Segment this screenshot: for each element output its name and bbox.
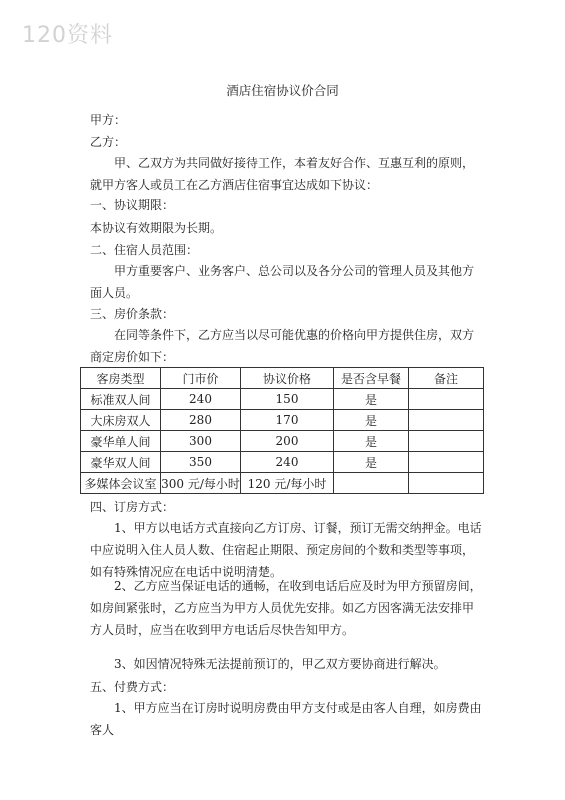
section-4-paragraph-3: 3、如因情况特殊无法提前预订的，甲乙双方要协商进行解决。 bbox=[114, 657, 446, 671]
cell-rack-rate: 350 bbox=[161, 452, 241, 473]
document-title: 酒店住宿协议价合同 bbox=[226, 83, 339, 98]
cell-remarks bbox=[409, 452, 484, 473]
cell-breakfast: 是 bbox=[334, 389, 409, 410]
intro-paragraph: 甲、乙双方为共同做好接待工作，本着友好合作、互惠互利的原则，就甲方客人或员工在乙方酒店住宿事宜达成如下协议： bbox=[90, 156, 475, 192]
party-b-label: 乙方： bbox=[90, 135, 127, 149]
section-3-text: 在同等条件下，乙方应当以尽可能优惠的价格向甲方提供住房，双方商定房价如下： bbox=[90, 328, 475, 364]
cell-agreed-rate: 150 bbox=[241, 389, 334, 410]
header-room-type: 客房类型 bbox=[81, 368, 161, 389]
section-5-heading: 五、付费方式： bbox=[90, 680, 175, 694]
section-2-text: 甲方重要客户、业务客户、总公司以及各分公司的管理人员及其他方面人员。 bbox=[90, 264, 475, 300]
watermark-logo: 120资料 bbox=[22, 23, 113, 48]
header-remarks: 备注 bbox=[409, 368, 484, 389]
table-row bbox=[81, 389, 484, 410]
section-3-heading: 三、房价条款： bbox=[90, 307, 175, 321]
cell-room-type: 豪华双人间 bbox=[81, 452, 161, 473]
cell-breakfast bbox=[334, 473, 409, 494]
section-4-paragraph-2: 2、乙方应当保证电话的通畅，在收到电话后应及时为甲方预留房间，如房间紧张时，乙方应当为甲方人员优先安排。如乙方因客满无法安排甲方人员时，应当在收到甲方电话后尽快告知甲方。 bbox=[90, 579, 482, 637]
cell-breakfast: 是 bbox=[334, 410, 409, 431]
header-rack-rate: 门市价 bbox=[161, 368, 241, 389]
cell-breakfast: 是 bbox=[334, 431, 409, 452]
cell-room-type: 豪华单人间 bbox=[81, 431, 161, 452]
cell-room-type: 标准双人间 bbox=[81, 389, 161, 410]
table-row bbox=[81, 473, 484, 494]
cell-rack-rate: 280 bbox=[161, 410, 241, 431]
cell-agreed-rate: 240 bbox=[241, 452, 334, 473]
rate-table bbox=[80, 367, 484, 494]
section-4-heading: 四、订房方式： bbox=[90, 500, 175, 514]
cell-rack-rate: 300 bbox=[161, 431, 241, 452]
table-row bbox=[81, 431, 484, 452]
section-2-heading: 二、住宿人员范围： bbox=[90, 243, 199, 257]
cell-rack-rate: 240 bbox=[161, 389, 241, 410]
cell-remarks bbox=[409, 431, 484, 452]
section-4-paragraph-1: 1、甲方以电话方式直接向乙方订房、订餐，预订无需交纳押金。电话中应说明入住人员人数、住宿起止期限、预定房间的个数和类型等事项，如有特殊情况应在电话中说明清楚。 bbox=[90, 521, 482, 579]
table-row bbox=[81, 452, 484, 473]
cell-agreed-rate: 200 bbox=[241, 431, 334, 452]
cell-remarks bbox=[409, 473, 484, 494]
table-row bbox=[81, 410, 484, 431]
section-1-text: 本协议有效期限为长期。 bbox=[90, 221, 223, 235]
cell-rack-rate: 300 元/每小时 bbox=[161, 473, 241, 494]
cell-remarks bbox=[409, 389, 484, 410]
cell-room-type: 大床房双人 bbox=[81, 410, 161, 431]
section-5-paragraph-1: 1、甲方应当在订房时说明房费由甲方支付或是由客人自理，如房费由客人 bbox=[90, 701, 482, 737]
rate-table-header-row bbox=[81, 368, 484, 389]
cell-breakfast: 是 bbox=[334, 452, 409, 473]
cell-room-type: 多媒体会议室 bbox=[81, 473, 161, 494]
cell-agreed-rate: 170 bbox=[241, 410, 334, 431]
header-breakfast: 是否含早餐 bbox=[334, 368, 409, 389]
cell-agreed-rate: 120 元/每小时 bbox=[241, 473, 334, 494]
header-agreed-rate: 协议价格 bbox=[241, 368, 334, 389]
party-a-label: 甲方： bbox=[90, 113, 127, 127]
section-1-heading: 一、协议期限： bbox=[90, 198, 175, 212]
cell-remarks bbox=[409, 410, 484, 431]
